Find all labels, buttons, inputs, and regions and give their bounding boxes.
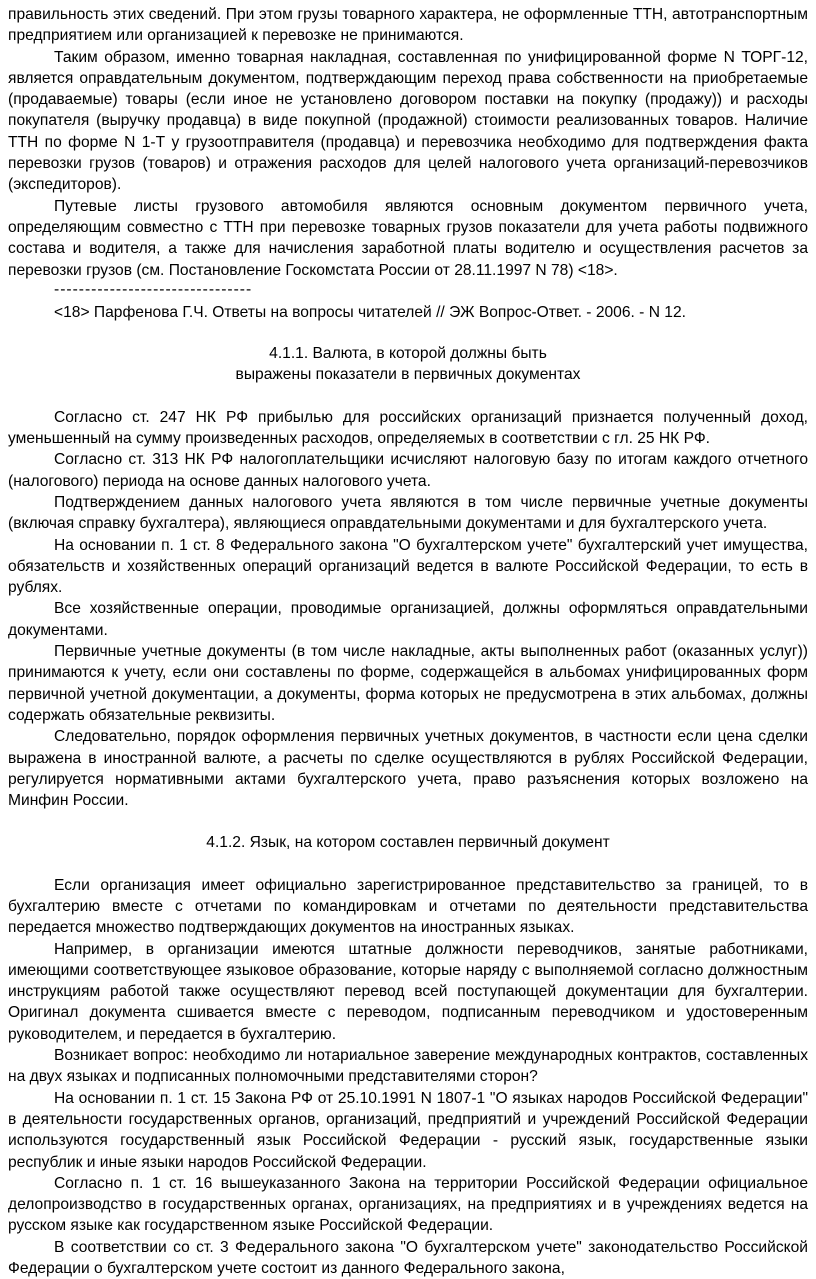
footnote-separator: -------------------------------- — [54, 280, 253, 298]
section-4-1-2-body — [8, 875, 808, 1279]
spacer — [8, 854, 808, 875]
paragraph-torg12: Таким образом, именно товарная накладная, составленная по унифицированной форме N ТОРГ-12, является оправдательным документом, подтверждающим переход права собственности на приобретаемые (продаваемые) товары (если иное не установлено договором поставки на покупку (продажу)) и расходы покупателя (выручку продавца) в виде покупной (продажной) стоимости реализованных товаров. Наличие ТТН по форме N 1-Т у грузоотправителя (продавца) и перевозчика необходимо для подтверждения факта перевозки грузов (товаров) и отражения расходов для целей налогового учета организаций-перевозчиков (экспедиторов). — [8, 48, 808, 194]
paragraph: Возникает вопрос: необходимо ли нотариальное заверение международных контрактов, составленных на двух языках и подписанных полномочными представителями сторон? — [8, 1047, 808, 1086]
spacer — [8, 386, 808, 407]
paragraph-continuation: правильность этих сведений. При этом грузы товарного характера, не оформленные ТТН, автотранспортным предприятием или организацией к перевозке не принимаются. — [8, 6, 808, 45]
section-4-1-1-body — [8, 407, 808, 812]
paragraph: Согласно ст. 247 НК РФ прибылью для российских организаций признается полученный доход, уменьшенный на сумму произведенных расходов, определяемых в соответствии с гл. 25 НК РФ. — [8, 408, 808, 448]
paragraph-waybills: Путевые листы грузового автомобиля являются основным документом первичного учета, определяющим совместно с ТТН при перевозке товарных грузов показатели для учета работы подвижного состава и водителя, а также для начисления заработной платы водителю и осуществления расчетов за перевозки грузов (см. Постановление Госкомстата России от 28.11.1997 N 78) <18>. — [8, 197, 808, 279]
paragraph: Например, в организации имеются штатные должности переводчиков, занятые работниками, имеющими соответствующее языковое образование, которые наряду с выполняемой согласно должностным инструкциям работой также осуществляют перевод всей поступающей документации для бухгалтерии. Оригинал документа сшивается вместе с переводом, подписанным переводчиком и удостоверенным руководителем, и передается в бухгалтерию. — [8, 940, 808, 1043]
spacer — [8, 323, 808, 343]
section-heading-line: выражены показатели в первичных документах — [235, 366, 581, 384]
paragraph: Первичные учетные документы (в том числе накладные, акты выполненных работ (оказанных услуг)) принимаются к учету, если они составлены по форме, содержащейся в альбомах унифицированных форм первичной учетной документации, а документы, форма которых не предусмотрена в этих альбомах, должны содержать обязательные реквизиты. — [8, 643, 808, 724]
paragraph: Если организация имеет официально зарегистрированное представительство за границей, то в бухгалтерию вместе с отчетами по командировкам и отчетами по деятельности представительства передается множество подтверждающих документов на иностранных языках. — [8, 876, 808, 937]
paragraph: Согласно п. 1 ст. 16 вышеуказанного Закона на территории Российской Федерации официальное делопроизводство в государственных органах, организациях, на предприятиях и в учреждениях ведется на русском языке как государственном языке Российской Федерации. — [8, 1174, 808, 1235]
section-heading-line: 4.1.1. Валюта, в которой должны быть — [269, 345, 547, 363]
paragraph: В соответствии со ст. 3 Федерального закона "О бухгалтерском учете" законодательство Российской Федерации о бухгалтерском учете состоит из данного Федерального закона, — [8, 1238, 808, 1278]
footnote-18: <18> Парфенова Г.Ч. Ответы на вопросы читателей // ЭЖ Вопрос-Ответ. - 2006. - N 12. — [54, 303, 686, 321]
section-heading-4-1-1 — [8, 343, 808, 386]
paragraph: Все хозяйственные операции, проводимые организацией, должны оформляться оправдательными документами. — [8, 600, 808, 639]
paragraph: Подтверждением данных налогового учета являются в том числе первичные учетные документы (включая справку бухгалтера), являющиеся оправдательными документами и для бухгалтерского учета. — [8, 493, 808, 533]
paragraph: На основании п. 1 ст. 15 Закона РФ от 25.10.1991 N 1807-1 "О языках народов Российской Федерации" в деятельности государственных органов, организаций, предприятий и учреждений Российской Федерации используются государственный язык Российской Федерации - русский язык, государственные языки республик и иные языки народов Российской Федерации. — [8, 1089, 808, 1171]
paragraph: Согласно ст. 313 НК РФ налогоплательщики исчисляют налоговую базу по итогам каждого отчетного (налогового) периода на основе данных налогового учета. — [8, 451, 808, 490]
section-heading-4-1-2: 4.1.2. Язык, на котором составлен первичный документ — [206, 834, 610, 852]
paragraph: Следовательно, порядок оформления первичных учетных документов, в частности если цена сделки выражена в иностранной валюте, а расчеты по сделке осуществляются в рублях Российской Федерации, регулируется нормативными актами бухгалтерского учета, право разъяснения которых возложено на Минфин России. — [8, 728, 808, 810]
spacer — [8, 811, 808, 832]
paragraph: На основании п. 1 ст. 8 Федерального закона "О бухгалтерском учете" бухгалтерский учет имущества, обязательств и хозяйственных операций организаций ведется в валюте Российской Федерации, то есть в рублях. — [8, 536, 808, 597]
